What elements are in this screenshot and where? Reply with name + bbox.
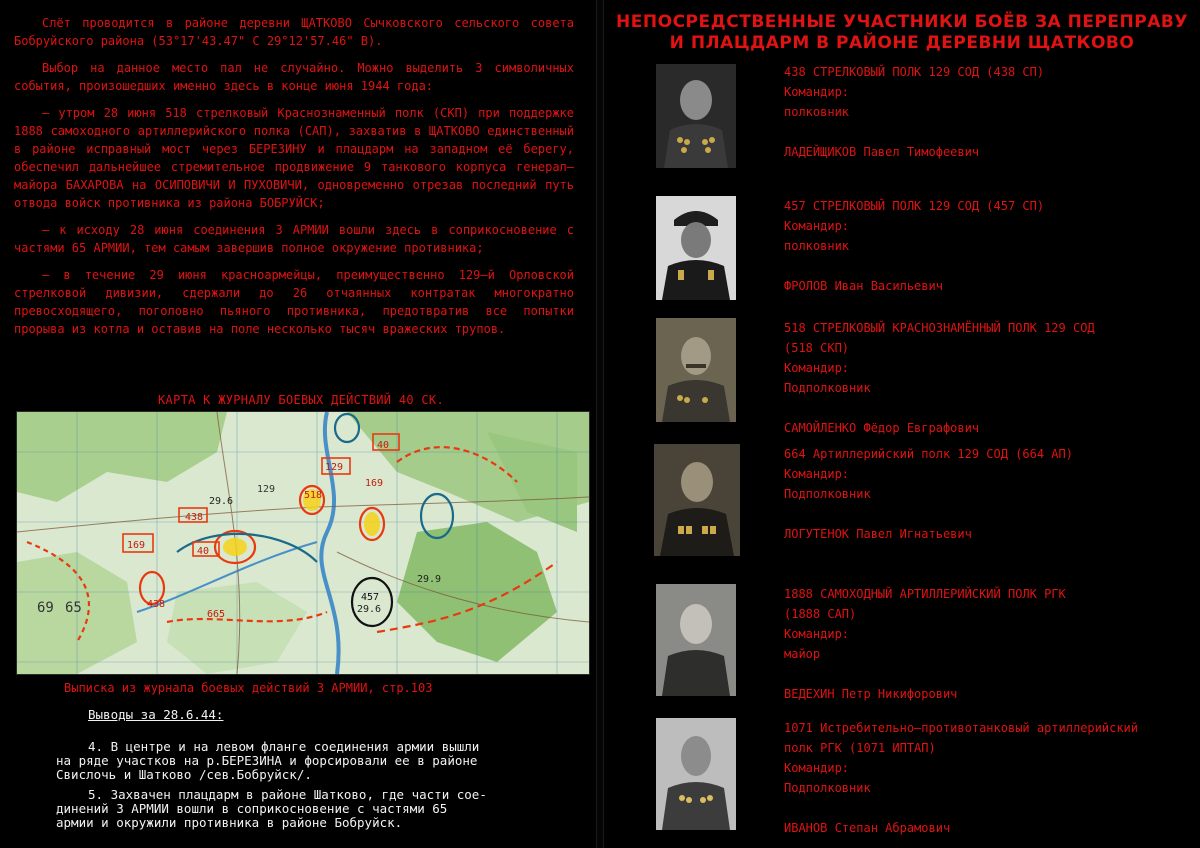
journal-line: 4. В центре и на левом фланге соединения армии вышли <box>88 739 480 754</box>
unit-name: (518 СКП) <box>784 341 850 355</box>
page-gutter <box>596 0 604 848</box>
commander-rank: Подполковник <box>784 381 871 395</box>
journal-paragraph-4 <box>56 740 576 782</box>
intro-location-paragraph: Слёт проводится в районе деревни ЩАТКОВО Сычковского сельского совета Бобруйского района (53°17'43.47" С 29°12'57.46" В). <box>14 16 574 48</box>
journal-paragraph-5 <box>56 788 576 830</box>
commander-rank: Подполковник <box>784 487 871 501</box>
unit-name: 518 СТРЕЛКОВЫЙ КРАСНОЗНАМЁННЫЙ ПОЛК 129 СОД <box>784 321 1095 335</box>
unit-info <box>784 718 1184 838</box>
map-label: 65 <box>65 600 82 616</box>
commander-rank: Подполковник <box>784 781 871 795</box>
commander-name: ЛОГУТЕНОК Павел Игнатьевич <box>784 527 972 541</box>
unit-name: 664 Артиллерийский полк 129 СОД (664 АП) <box>784 447 1073 461</box>
map-label: 438 <box>147 599 166 610</box>
map-label: 169 <box>365 478 384 489</box>
journal-caption: Выписка из журнала боевых действий 3 АРМИИ, стр.103 <box>64 681 433 695</box>
unit-card <box>604 584 1200 704</box>
commander-name: САМОЙЛЕНКО Фёдор Евграфович <box>784 421 980 435</box>
commander-rank: полковник <box>784 239 850 253</box>
battle-map <box>16 411 590 675</box>
intro-text <box>14 14 574 347</box>
unit-card <box>604 318 1200 438</box>
unit-card <box>604 444 1200 564</box>
commander-name: ИВАНОВ Степан Абрамович <box>784 821 951 835</box>
unit-name: 1071 Истребительно–противотанковый артиллерийский <box>784 721 1139 735</box>
intro-reason-paragraph: Выбор на данное место пал не случайно. Можно выделить 3 символичных события, произошедших именно здесь в конце июня 1944 года: <box>14 61 574 93</box>
left-page <box>0 0 596 848</box>
map-label: 457 <box>361 592 380 603</box>
journal-line: 5. Захвачен плацдарм в районе Шатково, где части сое- <box>88 787 487 802</box>
map-label: 665 <box>207 609 226 620</box>
unit-card <box>604 62 1200 182</box>
unit-name: 438 СТРЕЛКОВЫЙ ПОЛК 129 СОД (438 СП) <box>784 65 1045 79</box>
map-label: 29.6 <box>357 604 382 615</box>
journal-heading: Выводы за 28.6.44: <box>88 707 224 722</box>
unit-info <box>784 62 1184 162</box>
event-item: – утром 28 июня 518 стрелковый Краснознаменный полк (СКП) при поддержке 1888 самоходного артиллерийского полка (САП), захватив в ЩАТКОВО единственный в районе исправный мост через БЕРЕЗИНУ и плацдарм на западном её берегу, обеспечил дальнейшее стремительное продвижение 9 танкового корпуса генерал–майора БАХАРОВА на ОСИПОВИЧИ И ПУХОВИЧИ, одновременно отрезав последний путь отвода войск противника из района БОБРУЙСК; <box>14 106 574 210</box>
commander-portrait <box>656 318 736 422</box>
map-label: 40 <box>197 546 210 557</box>
commander-name: ФРОЛОВ Иван Васильевич <box>784 279 943 293</box>
commander-portrait <box>656 718 736 830</box>
unit-role: Командир: <box>784 627 850 641</box>
unit-role: Командир: <box>784 467 850 481</box>
unit-info <box>784 444 1184 544</box>
participants-title-line: И ПЛАЦДАРМ В РАЙОНЕ ДЕРЕВНИ ЩАТКОВО <box>669 33 1135 53</box>
unit-role: Командир: <box>784 361 850 375</box>
unit-info <box>784 196 1184 296</box>
unit-role: Командир: <box>784 219 850 233</box>
commander-portrait <box>656 64 736 168</box>
map-label: 40 <box>377 440 390 451</box>
map-label: 518 <box>304 490 323 501</box>
journal-line: динений 3 АРМИИ вошли в соприкосновение с частями 65 <box>56 801 448 816</box>
commander-rank: майор <box>784 647 821 661</box>
right-page <box>604 0 1200 848</box>
unit-name: полк РГК (1071 ИПТАП) <box>784 741 936 755</box>
unit-name: 1888 САМОХОДНЫЙ АРТИЛЛЕРИЙСКИЙ ПОЛК РГК <box>784 587 1066 601</box>
map-label: 29.6 <box>209 496 234 507</box>
journal-line: армии и окружили противника в районе Бобруйск. <box>56 815 403 830</box>
unit-info <box>784 318 1184 438</box>
participants-title <box>604 12 1200 54</box>
journal-line: Свислочь и Шатково /сев.Бобруйск/. <box>56 767 312 782</box>
unit-name: 457 СТРЕЛКОВЫЙ ПОЛК 129 СОД (457 СП) <box>784 199 1045 213</box>
map-title: КАРТА К ЖУРНАЛУ БОЕВЫХ ДЕЙСТВИЙ 40 СК. <box>158 393 444 407</box>
unit-card <box>604 196 1200 316</box>
event-item: – в течение 29 июня красноармейцы, преимущественно 129–й Орловской стрелковой дивизии, сдержали до 26 отчаянных контратак многократно превосходящего, поголовно пьяного противника, предотвратив все попытки прорыва из котла и оставив на поле несколько тысяч вражеских трупов. <box>14 268 574 336</box>
map-label: 169 <box>127 540 146 551</box>
map-label: 69 <box>37 600 54 616</box>
unit-role: Командир: <box>784 85 850 99</box>
event-item: – к исходу 28 июня соединения 3 АРМИИ вошли здесь в соприкосновение с частями 65 АРМИИ, тем самым завершив полное окружение противника; <box>14 223 574 255</box>
commander-name: ЛАДЕЙЩИКОВ Павел Тимофеевич <box>784 145 980 159</box>
commander-name: ВЕДЕХИН Петр Никифорович <box>784 687 958 701</box>
participants-title-line: НЕПОСРЕДСТВЕННЫЕ УЧАСТНИКИ БОЁВ ЗА ПЕРЕПРАВУ <box>616 12 1188 32</box>
unit-name: (1888 САП) <box>784 607 857 621</box>
unit-role: Командир: <box>784 761 850 775</box>
map-label: 29.9 <box>417 574 442 585</box>
map-label: 129 <box>325 462 344 473</box>
journal-line: на ряде участков на р.БЕРЕЗИНА и форсировали ее в районе <box>56 753 478 768</box>
commander-rank: полковник <box>784 105 850 119</box>
unit-card <box>604 718 1200 844</box>
map-label: 129 <box>257 484 276 495</box>
commander-portrait <box>656 584 736 696</box>
commander-portrait <box>656 196 736 300</box>
map-label: 438 <box>185 512 204 523</box>
commander-portrait <box>654 444 740 556</box>
unit-info <box>784 584 1184 704</box>
